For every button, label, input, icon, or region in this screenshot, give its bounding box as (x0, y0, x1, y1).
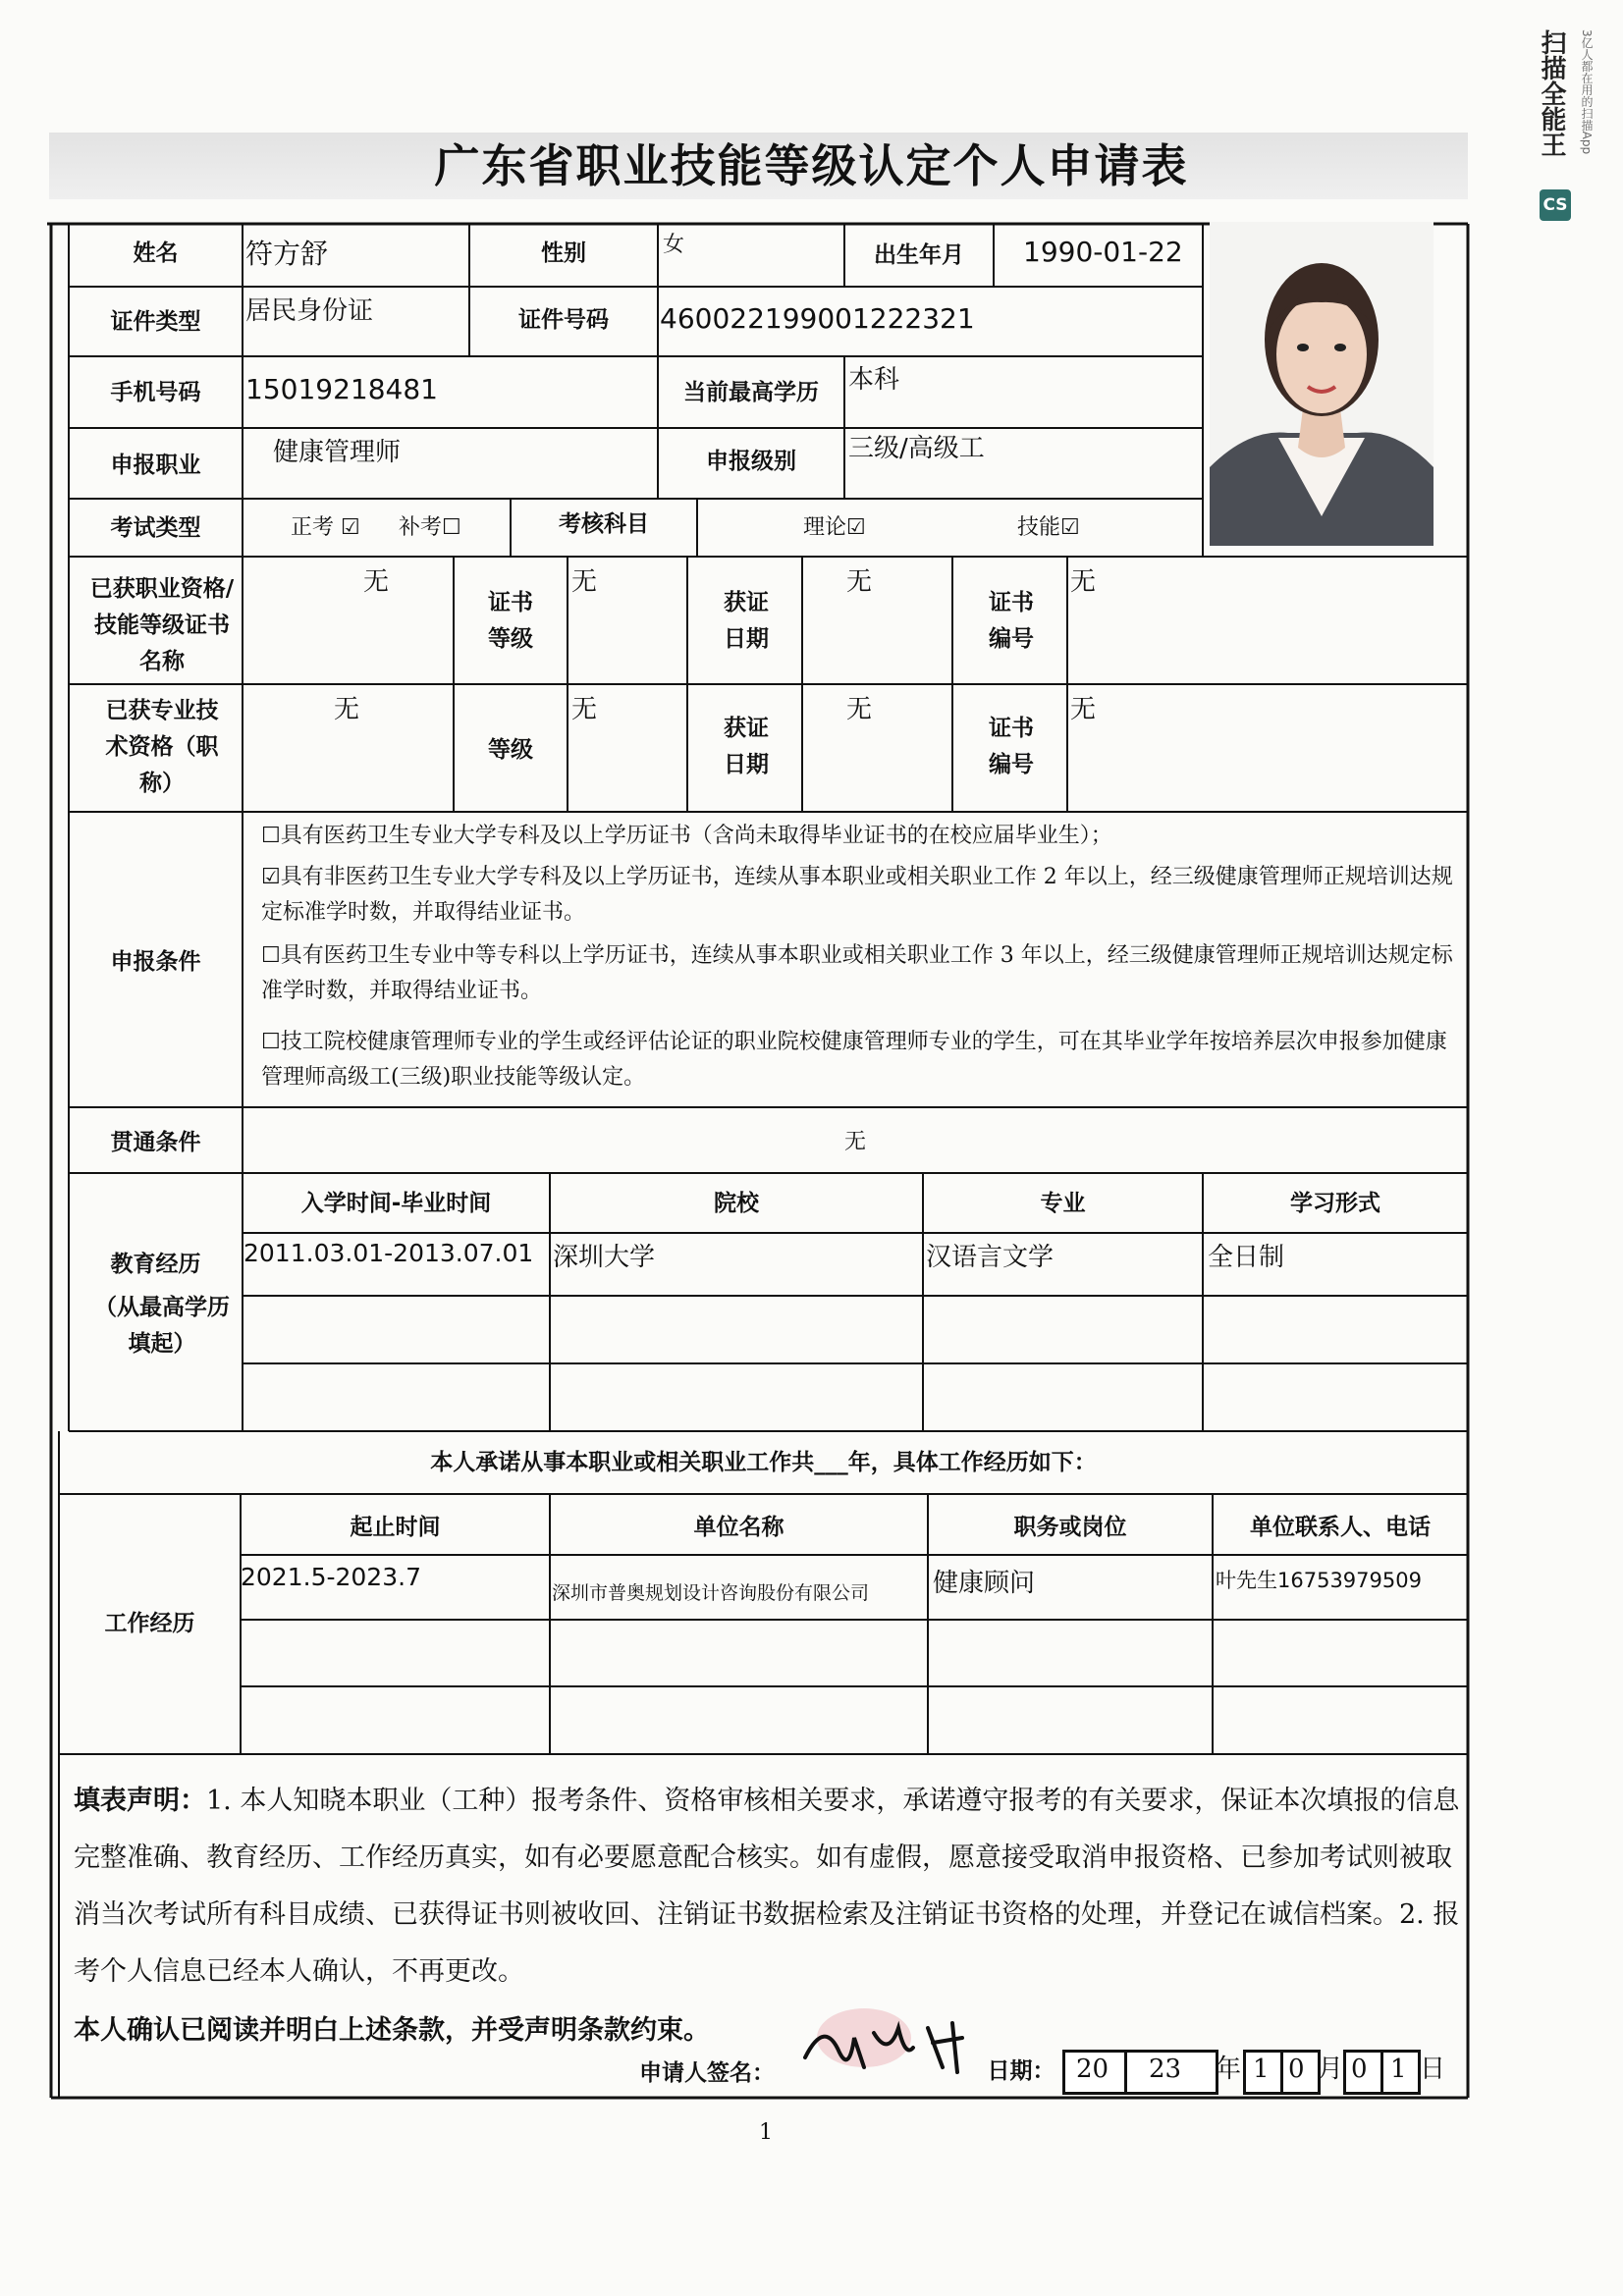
label-occupation: 申报职业 (110, 453, 201, 478)
edu-header-major: 专业 (1040, 1191, 1086, 1216)
edu-row-mode: 全日制 (1208, 1243, 1285, 1272)
date-day-digit-1: 0 (1351, 2055, 1368, 2084)
date-year-unit: 年 (1216, 2055, 1242, 2084)
prof-title-date: 无 (846, 695, 873, 724)
label-date: 日期： (987, 2058, 1055, 2084)
qual-cert-level: 无 (571, 567, 598, 597)
date-day-unit: 日 (1420, 2055, 1446, 2084)
label-edu-note: （从最高学历填起） (94, 1295, 230, 1357)
date-year-digits-1: 20 (1076, 2055, 1109, 2084)
label-cert-level: 证书等级 (488, 590, 533, 652)
label-cert-no: 证书编号 (989, 590, 1034, 652)
label-level: 申报级别 (706, 449, 796, 474)
label-prof-title: 已获专业技术资格（职称） (105, 698, 219, 796)
prof-title-level: 无 (571, 695, 598, 724)
label-exam-type: 考试类型 (110, 515, 201, 541)
work-header-position: 职务或岗位 (1013, 1515, 1127, 1540)
through-value: 无 (844, 1130, 867, 1154)
page-number: 1 (759, 2120, 773, 2145)
condition-2: ☑具有非医药卫生专业大学专科及以上学历证书，连续从事本职业或相关职业工作 2 年以上，经三级健康管理师正规培训达规定标准学时数，并取得结业证书。 (261, 865, 1453, 925)
qual-cert-date: 无 (846, 567, 873, 597)
declaration-confirm: 本人确认已阅读并明白上述条款，并受声明条款约束。 (74, 2015, 710, 2046)
work-row-company: 深圳市普奥规划设计咨询股份有限公司 (552, 1582, 870, 1604)
applicant-photo (1210, 222, 1434, 546)
label-through: 贯通条件 (110, 1130, 201, 1155)
form-title: 广东省职业技能等级认定个人申请表 (434, 139, 1189, 192)
date-month-unit: 月 (1318, 2055, 1344, 2084)
label-education: 当前最高学历 (683, 380, 819, 405)
brand-tagline: 3亿人都在用的扫描App (1580, 29, 1594, 155)
label-exam-subject: 考核科目 (559, 511, 649, 537)
exam-makeup-checkbox[interactable]: 补考☐ (399, 515, 461, 540)
value-name: 符方舒 (245, 238, 329, 270)
label-name: 姓名 (133, 240, 179, 266)
condition-1: ☐具有医药卫生专业大学专科及以上学历证书（含尚未取得毕业证书的在校应届毕业生）； (261, 824, 1112, 848)
label-id-type: 证件类型 (110, 309, 201, 335)
value-level: 三级/高级工 (848, 434, 985, 463)
work-header-contact: 单位联系人、电话 (1250, 1515, 1431, 1540)
brand-name: 扫描全能王 (1537, 29, 1566, 157)
date-year-digits-2: 23 (1149, 2055, 1182, 2084)
condition-4: ☐技工院校健康管理师专业的学生或经评估论证的职业院校健康管理师专业的学生，可在其毕业学年按培养层次申报参加健康管理师高级工(三级)职业技能等级认定。 (261, 1030, 1447, 1090)
subject-skill-checkbox[interactable]: 技能☑ (1017, 515, 1080, 540)
label-id-no: 证件号码 (518, 307, 609, 333)
edu-row-major: 汉语言文学 (926, 1243, 1055, 1272)
declaration (74, 1773, 1468, 2001)
work-commitment: 本人承诺从事本职业或相关职业工作共___年，具体工作经历如下： (430, 1450, 1097, 1475)
brand-badge: CS (1540, 189, 1571, 221)
work-row-contact: 叶先生16753979509 (1216, 1569, 1422, 1592)
qual-cert-name: 无 (363, 567, 390, 597)
value-occupation: 健康管理师 (273, 438, 402, 467)
qual-cert-number: 无 (1070, 567, 1097, 597)
date-day-digit-2: 1 (1390, 2055, 1407, 2084)
label-phone: 手机号码 (110, 380, 201, 405)
work-header-company: 单位名称 (693, 1515, 784, 1540)
value-phone: 15019218481 (245, 373, 438, 405)
declaration-heading: 填表声明： (74, 1786, 206, 1816)
label-grade: 等级 (488, 737, 533, 763)
prof-title-name: 无 (334, 695, 360, 724)
label-birth: 出生年月 (874, 242, 964, 268)
edu-row-school: 深圳大学 (553, 1243, 656, 1272)
date-month-digit-1: 1 (1253, 2055, 1270, 2084)
value-gender: 女 (663, 233, 685, 257)
label-prof-date: 获证日期 (724, 716, 769, 777)
label-work-history: 工作经历 (104, 1611, 195, 1636)
label-conditions: 申报条件 (110, 949, 201, 975)
value-birth: 1990-01-22 (1023, 236, 1183, 268)
label-prof-cert-no: 证书编号 (989, 716, 1034, 777)
value-id-type: 居民身份证 (245, 296, 374, 326)
label-obtain-date: 获证日期 (724, 590, 769, 652)
value-education: 本科 (848, 365, 900, 395)
prof-title-number: 无 (1070, 695, 1097, 724)
value-id-no: 460022199001222321 (660, 302, 975, 335)
work-header-period: 起止时间 (350, 1515, 441, 1540)
date-month-digit-2: 0 (1288, 2055, 1305, 2084)
label-edu-history: 教育经历 (110, 1252, 201, 1277)
exam-regular-checkbox[interactable]: 正考 ☑ (291, 515, 360, 540)
edu-row-period: 2011.03.01-2013.07.01 (243, 1239, 534, 1267)
declaration-body: 1. 本人知晓本职业（工种）报考条件、资格审核相关要求，承诺遵守报考的有关要求，保证本次填报的信息完整准确、教育经历、工作经历真实，如有必要愿意配合核实。如有虚假，愿意接受取消申报资格、已参加考试则被取消当次考试所有科目成绩、已获得证书则被收回、注销证书数据检索及注销证书资格的处理，并登记在诚信档案。2. 报考个人信息已经本人确认，不再更改。 (74, 1786, 1460, 1987)
work-row-period: 2021.5-2023.7 (241, 1563, 421, 1591)
edu-header-school: 院校 (714, 1191, 759, 1216)
applicant-signature (795, 1999, 977, 2087)
work-row-position: 健康顾问 (933, 1569, 1036, 1598)
label-gender: 性别 (541, 240, 586, 266)
edu-header-period: 入学时间-毕业时间 (300, 1191, 492, 1216)
edu-header-mode: 学习形式 (1290, 1191, 1380, 1216)
condition-3: ☐具有医药卫生专业中等专科以上学历证书，连续从事本职业或相关职业工作 3 年以上，经三级健康管理师正规培训达规定标准学时数，并取得结业证书。 (261, 943, 1453, 1003)
label-applicant-sign: 申请人签名： (639, 2060, 775, 2086)
label-qual-cert: 已获职业资格/技能等级证书名称 (89, 576, 235, 674)
subject-theory-checkbox[interactable]: 理论☑ (803, 515, 866, 540)
